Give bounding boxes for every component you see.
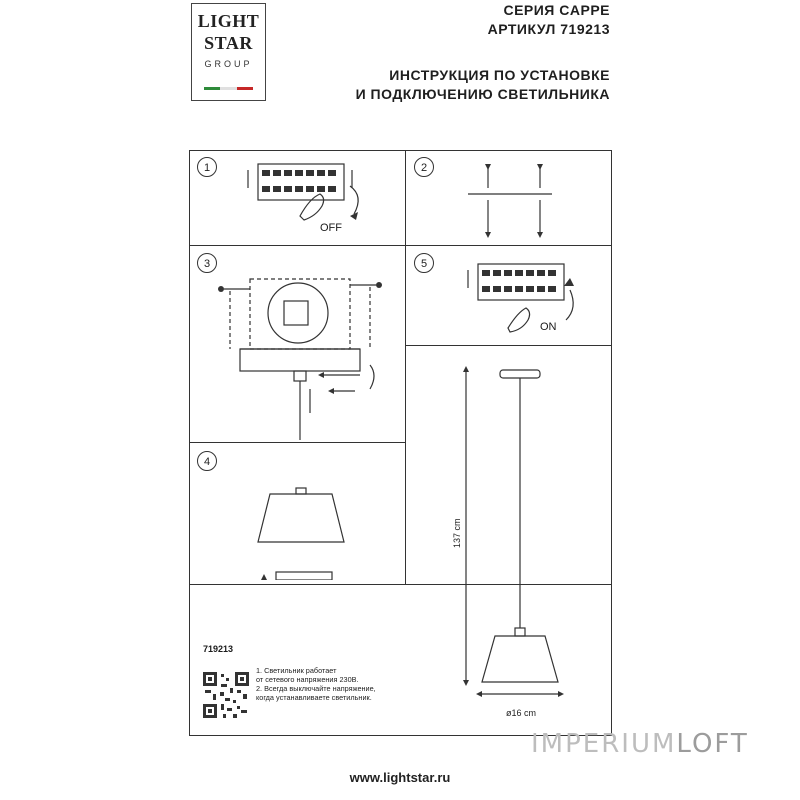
note-line-1: 1. Светильник работает [256, 666, 337, 675]
row-divider-left [189, 442, 405, 443]
series-title: СЕРИЯ CAPPE [503, 2, 610, 18]
row-divider-1 [189, 245, 612, 246]
logo-line1: LIGHT [197, 11, 260, 31]
product-code: 719213 [203, 644, 234, 654]
mounting-bracket-illustration [460, 158, 560, 240]
note-line-3: 2. Всегда выключайте напряжение, [256, 684, 376, 693]
watermark-part1: IMPERIUM [531, 729, 677, 759]
watermark [531, 729, 749, 759]
step-2-badge: 2 [414, 157, 434, 177]
vertical-divider [405, 150, 406, 585]
step-4-badge: 4 [197, 451, 217, 471]
note-line-2: от сетевого напряжения 230В. [256, 675, 359, 684]
breaker-off-illustration [240, 158, 370, 238]
step-5-badge: 5 [414, 253, 434, 273]
off-caption: OFF [320, 222, 342, 234]
dimension-illustration [440, 350, 610, 720]
instruction-title-line1: ИНСТРУКЦИЯ ПО УСТАНОВКЕ [389, 67, 610, 83]
shade-assembly-illustration [240, 480, 370, 580]
step-1-badge: 1 [197, 157, 217, 177]
note-line-4: когда устанавливаете светильник. [256, 693, 372, 702]
article-number: АРТИКУЛ 719213 [487, 21, 610, 37]
logo-line2: STAR [204, 33, 253, 53]
on-caption: ON [540, 321, 557, 333]
height-label: 137 cm [452, 518, 462, 548]
canopy-wiring-illustration [210, 265, 400, 440]
watermark-part2: LOFT [676, 729, 749, 759]
italian-flag-stripe [204, 87, 253, 90]
logo-line3: GROUP [204, 59, 253, 69]
breaker-on-illustration [460, 258, 590, 338]
website-link[interactable]: www.lightstar.ru [349, 770, 451, 785]
diameter-label: ø16 cm [506, 708, 537, 718]
brand-logo [191, 3, 266, 101]
qr-code-icon [203, 672, 249, 718]
row-divider-right [405, 345, 612, 346]
step-3-badge: 3 [197, 253, 217, 273]
instruction-title-line2: И ПОДКЛЮЧЕНИЮ СВЕТИЛЬНИКА [355, 86, 610, 102]
